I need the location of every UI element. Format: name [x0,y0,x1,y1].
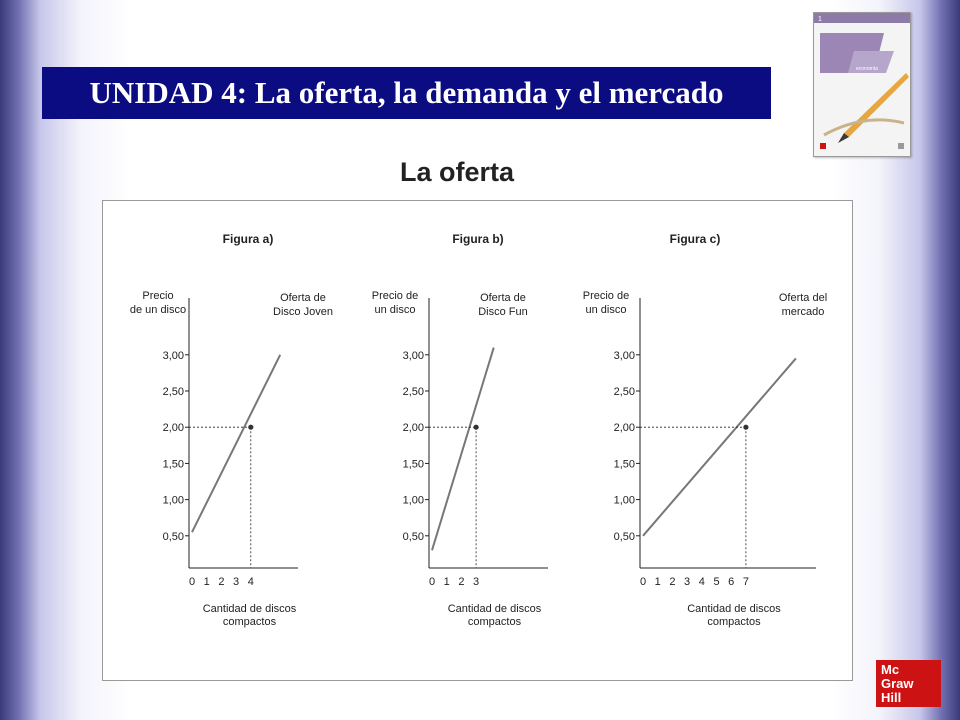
x-tick-label: 0 [639,576,647,588]
x-tick-label: 2 [458,576,465,588]
x-tick-label: 1 [654,576,661,588]
series-label: Oferta de [480,292,526,304]
y-axis-label: Precio [142,290,174,302]
mcgraw-hill-logo [876,660,941,707]
y-axis-label: Precio de [582,290,630,302]
y-tick-label: 1,00 [162,494,184,507]
figure-panel [102,200,853,681]
x-axis-label: compactos [222,616,277,628]
cover-ruler [824,120,904,135]
y-tick-label: 2,00 [613,422,635,435]
series-label: Disco Fun [478,306,528,318]
highlight-point [474,425,479,430]
x-tick-label: 3 [233,576,240,588]
series-label: mercado [781,306,825,318]
supply-line [432,348,494,551]
y-tick-label: 0,50 [162,530,184,543]
x-axis-label: compactos [707,616,761,628]
y-tick-label: 3,00 [613,349,635,362]
x-tick-label: 1 [443,576,450,588]
x-tick-label: 3 [473,576,480,588]
logo-line-2: Graw [881,676,914,691]
x-tick-label: 4 [247,576,254,588]
y-tick-label: 1,00 [402,494,424,507]
logo-line-3: Hill [881,690,902,705]
y-tick-label: 1,50 [613,458,635,471]
chart-title: Figura a) [222,232,274,246]
x-axis-label: compactos [467,616,522,628]
x-axis-label: Cantidad de discos [447,603,542,615]
chart-title: Figura b) [452,232,504,246]
y-tick-label: 0,50 [402,530,424,543]
x-axis-label: Cantidad de discos [202,603,297,615]
x-tick-label: 6 [728,576,735,588]
y-tick-label: 0,50 [613,530,635,543]
y-tick-label: 2,50 [162,386,184,398]
y-tick-label: 1,50 [402,458,424,471]
x-tick-label: 0 [428,576,436,588]
textbook-cover-image [813,12,911,157]
y-tick-label: 3,00 [162,349,184,362]
cover-corner-mark [898,143,904,149]
y-axis-label: de un disco [129,304,187,316]
y-axis-label: un disco [585,304,627,316]
supply-line [643,358,796,535]
supply-charts [103,201,852,680]
x-tick-label: 4 [698,576,705,588]
highlight-point [248,425,253,430]
y-axis-label: Precio de [371,290,419,302]
cover-number: 1 [818,16,822,23]
x-tick-label: 7 [742,576,749,588]
highlight-point [743,425,748,430]
x-axis-label: Cantidad de discos [687,603,781,615]
pencil-body [844,73,909,137]
cover-publisher-mark [820,143,826,149]
logo-line-1: Mc [881,662,900,677]
x-tick-label: 1 [203,576,210,588]
x-tick-label: 3 [684,576,691,588]
cover-label: economía [856,66,878,72]
cover-top-band [814,13,910,23]
y-tick-label: 2,50 [402,386,424,398]
chart-title: Figura c) [669,232,721,246]
y-tick-label: 1,00 [613,494,635,507]
y-tick-label: 2,50 [613,386,635,398]
x-tick-label: 2 [669,576,676,588]
y-tick-label: 3,00 [402,349,424,362]
x-tick-label: 0 [188,576,196,588]
textbook-cover-art [814,13,910,156]
slide-subtitle: La oferta [399,157,515,187]
y-tick-label: 1,50 [162,458,184,471]
series-label: Disco Joven [273,306,333,318]
series-label: Oferta de [280,292,326,304]
slide-title: UNIDAD 4: La oferta, la demanda y el mercado [42,67,771,119]
y-axis-label: un disco [374,304,416,316]
y-tick-label: 2,00 [402,422,424,435]
series-label: Oferta del [778,292,828,304]
y-tick-label: 2,00 [162,422,184,435]
x-tick-label: 5 [713,576,720,588]
x-tick-label: 2 [218,576,225,588]
supply-line [192,355,280,532]
